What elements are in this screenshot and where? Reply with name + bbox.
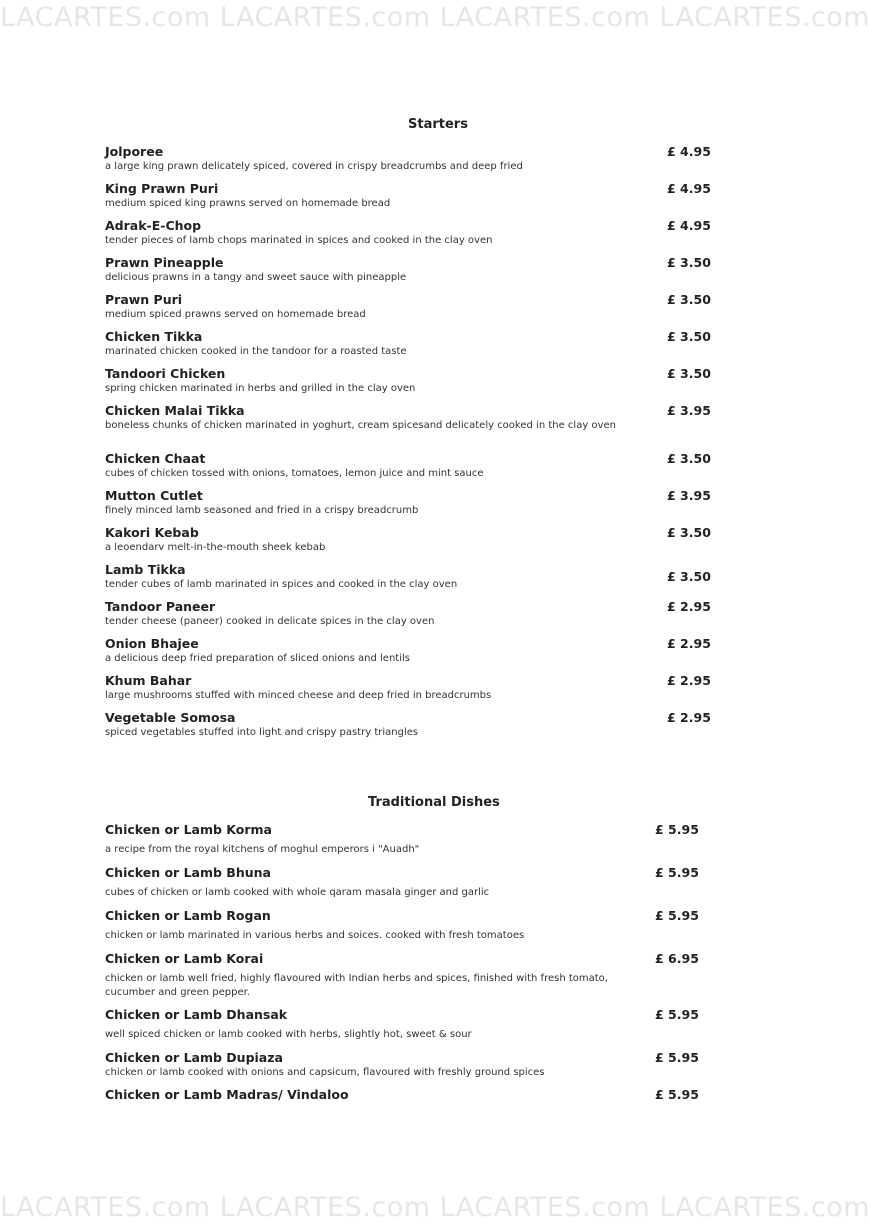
starters-title: Starters [408, 117, 468, 132]
menu-item-name: Chicken or Lamb Korai [105, 951, 264, 966]
menu-item-description: marinated chicken cooked in the tandoor for a roasted taste [105, 346, 407, 357]
menu-item-description: chicken or lamb cooked with onions and capsicum, flavoured with freshly ground spices [105, 1067, 545, 1078]
menu-item-price: £ 3.50 [667, 292, 711, 307]
menu-item [105, 218, 655, 248]
menu-item-description: cubes of chicken tossed with onions, tomatoes, lemon juice and mint sauce [105, 468, 484, 479]
menu-item [105, 710, 655, 740]
menu-item-name: Tandoor Paneer [105, 599, 216, 614]
menu-item-name: Chicken or Lamb Rogan [105, 908, 271, 923]
menu-item-description: cubes of chicken or lamb cooked with whole qaram masala ginger and garlic [105, 887, 490, 898]
traditional-title: Traditional Dishes [368, 795, 500, 810]
menu-item-description: medium spiced prawns served on homemade bread [105, 309, 366, 320]
menu-item-name: King Prawn Puri [105, 181, 219, 196]
menu-item-name: Chicken Chaat [105, 451, 206, 466]
menu-item-price: £ 5.95 [655, 908, 699, 923]
menu-item [105, 292, 655, 322]
menu-item-price: £ 3.50 [667, 525, 711, 540]
menu-item-description: well spiced chicken or lamb cooked with herbs, slightly hot, sweet & sour [105, 1029, 472, 1040]
menu-item-name: Vegetable Somosa [105, 710, 236, 725]
menu-item-description: a delicious deep fried preparation of sliced onions and lentils [105, 653, 410, 664]
menu-item-description: finely minced lamb seasoned and fried in a crispy breadcrumb [105, 505, 419, 516]
menu-item-price: £ 5.95 [655, 1007, 699, 1022]
menu-item [105, 144, 655, 174]
menu-item-price: £ 3.50 [667, 569, 711, 584]
menu-item-price: £ 2.95 [667, 636, 711, 651]
menu-item-name: Chicken or Lamb Madras/ Vindaloo [105, 1087, 349, 1102]
menu-item-name: Adrak-E-Chop [105, 218, 202, 233]
menu-item-name: Chicken or Lamb Dhansak [105, 1007, 288, 1022]
menu-item-price: £ 3.50 [667, 329, 711, 344]
menu-item-name: Kakori Kebab [105, 525, 199, 540]
menu-item-price: £ 2.95 [667, 599, 711, 614]
menu-item-description: tender pieces of lamb chops marinated in spices and cooked in the clay oven [105, 235, 493, 246]
menu-item-name: Chicken Malai Tikka [105, 403, 245, 418]
menu-item-price: £ 3.50 [667, 366, 711, 381]
menu-item-description: boneless chunks of chicken marinated in yoghurt, cream spicesand delicately cooked in the clay oven [105, 420, 616, 431]
menu-item [105, 181, 655, 211]
menu-item-description: chicken or lamb well fried, highly flavoured with Indian herbs and spices, finished with fresh tomato, cucumber and green pepper. [105, 973, 608, 998]
menu-item-price: £ 4.95 [667, 181, 711, 196]
menu-item-name: Tandoori Chicken [105, 366, 226, 381]
menu-item-description: tender cubes of lamb marinated in spices and cooked in the clay oven [105, 579, 458, 590]
menu-item-name: Chicken or Lamb Korma [105, 822, 272, 837]
menu-item-name: Mutton Cutlet [105, 488, 203, 503]
menu-item [105, 1007, 655, 1042]
watermark-top: LACARTES.com LACARTES.com LACARTES.com LACARTES.com [0, 2, 870, 33]
menu-item-name: Chicken Tikka [105, 329, 203, 344]
menu-item-description: delicious prawns in a tangy and sweet sauce with pineapple [105, 272, 407, 283]
menu-item [105, 908, 655, 943]
menu-item-price: £ 6.95 [655, 951, 699, 966]
menu-item-price: £ 5.95 [655, 822, 699, 837]
menu-item [105, 562, 655, 592]
menu-item-description: tender cheese (paneer) cooked in delicate spices in the clay oven [105, 616, 435, 627]
menu-item [105, 1087, 655, 1103]
menu-item [105, 403, 655, 433]
menu-item [105, 599, 655, 629]
menu-item-name: Chicken or Lamb Dupiaza [105, 1050, 283, 1065]
menu-item-price: £ 2.95 [667, 710, 711, 725]
menu-item [105, 951, 655, 1000]
menu-item-price: £ 4.95 [667, 144, 711, 159]
menu-item-price: £ 5.95 [655, 865, 699, 880]
menu-item-name: Lamb Tikka [105, 562, 186, 577]
watermark-bottom: LACARTES.com LACARTES.com LACARTES.com LACARTES.com [0, 1192, 870, 1223]
menu-item [105, 451, 655, 481]
menu-item [105, 673, 655, 703]
menu-item-description: a leoendarv melt-in-the-mouth sheek kebab [105, 542, 326, 553]
menu-item-price: £ 5.95 [655, 1050, 699, 1065]
menu-item [105, 488, 655, 518]
menu-item-price: £ 4.95 [667, 218, 711, 233]
menu-item-price: £ 3.95 [667, 403, 711, 418]
menu-item-description: a recipe from the royal kitchens of moghul emperors i "Auadh" [105, 844, 420, 855]
menu-item-price: £ 3.50 [667, 451, 711, 466]
menu-item-name: Khum Bahar [105, 673, 192, 688]
menu-item-name: Onion Bhajee [105, 636, 199, 651]
menu-item-description: a large king prawn delicately spiced, covered in crispy breadcrumbs and deep fried [105, 161, 523, 172]
menu-item-description: medium spiced king prawns served on homemade bread [105, 198, 391, 209]
menu-item-name: Prawn Pineapple [105, 255, 224, 270]
menu-item-description: spring chicken marinated in herbs and grilled in the clay oven [105, 383, 416, 394]
menu-item-name: Prawn Puri [105, 292, 183, 307]
menu-item-price: £ 3.50 [667, 255, 711, 270]
menu-item-description: spiced vegetables stuffed into light and crispy pastry triangles [105, 727, 419, 738]
menu-item [105, 822, 655, 857]
menu-item-price: £ 5.95 [655, 1087, 699, 1102]
menu-item [105, 636, 655, 666]
menu-item-description: large mushrooms stuffed with minced cheese and deep fried in breadcrumbs [105, 690, 492, 701]
menu-item [105, 525, 655, 555]
menu-item [105, 1050, 655, 1080]
menu-item-name: Chicken or Lamb Bhuna [105, 865, 271, 880]
menu-item-description: chicken or lamb marinated in various herbs and soices. cooked with fresh tomatoes [105, 930, 525, 941]
menu-item [105, 865, 655, 900]
menu-item-price: £ 2.95 [667, 673, 711, 688]
menu-item-price: £ 3.95 [667, 488, 711, 503]
menu-item [105, 366, 655, 396]
menu-item [105, 329, 655, 359]
menu-item [105, 255, 655, 285]
menu-item-name: Jolporee [105, 144, 164, 159]
